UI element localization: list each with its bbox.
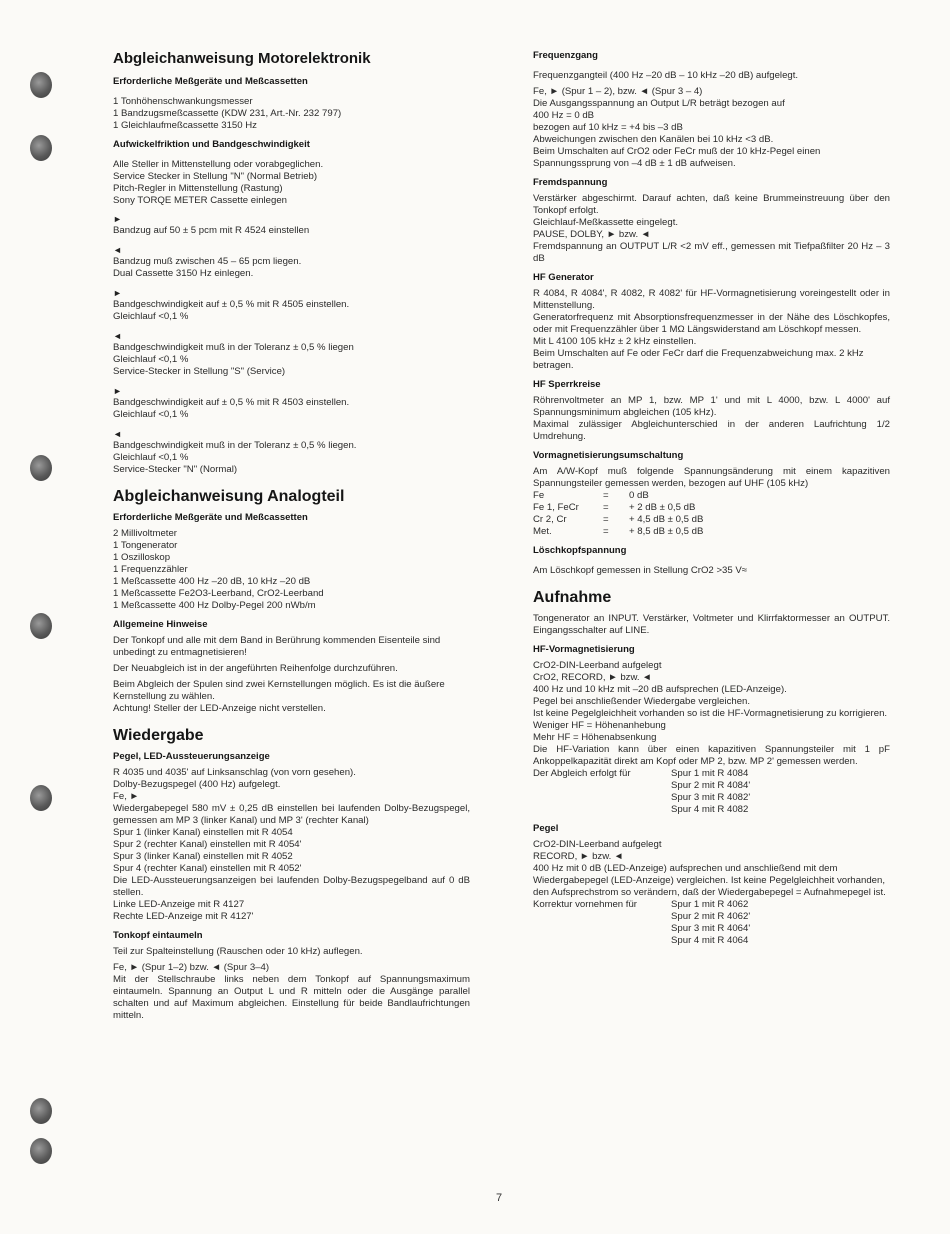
fremdspannung-heading: Fremdspannung (533, 177, 608, 188)
table-cell: + 8,5 dB ± 0,5 dB (629, 526, 704, 537)
hf-vormagnetisierung-heading: HF-Vormagnetisierung (533, 644, 635, 655)
step-line: Gleichlauf <0,1 % (113, 354, 189, 365)
punch-hole (30, 785, 52, 811)
punch-hole (30, 613, 52, 639)
pegel-line: CrO2-DIN-Leerband aufgelegt (533, 839, 662, 850)
vormag-table (533, 490, 890, 538)
reverse-arrow-icon: ◄ (113, 429, 122, 439)
table-cell: = (603, 502, 609, 513)
friktion-line: Sony TORQE METER Cassette einlegen (113, 195, 288, 206)
step-line: Gleichlauf <0,1 % (113, 311, 189, 322)
step-line: Gleichlauf <0,1 % (113, 409, 189, 420)
equipment-item: 1 Oszilloskop (113, 552, 171, 563)
hinweise-paragraph: Der Tonkopf und alle mit dem Band in Berührung kommenden Eisenteile sind unbedingt zu entmagnetisieren! (113, 635, 441, 658)
forward-arrow-icon: ► (113, 288, 122, 298)
spur-intro: Der Abgleich erfolgt für (533, 768, 631, 779)
loschkopf-line: Am Löschkopf gemessen in Stellung CrO2 >35 V≈ (533, 565, 748, 576)
title-wiedergabe: Wiedergabe (113, 727, 204, 744)
freq-line: Fe, ► (Spur 1 – 2), bzw. ◄ (Spur 3 – 4) (533, 86, 703, 97)
equipment-item: 2 Millivoltmeter (113, 528, 177, 539)
fremd-paragraph: Fremdspannung an OUTPUT L/R <2 mV eff., gemessen mit Tiefpaßfilter 20 Hz – 3 dB (533, 241, 890, 264)
table-cell: = (603, 490, 609, 501)
equipment-item: 1 Meßcassette 400 Hz –20 dB, 10 kHz –20 dB (113, 576, 311, 587)
equipment-item: 1 Meßcassette 400 Hz Dolby-Pegel 200 nWb/m (113, 600, 316, 611)
equipment-item: 1 Gleichlaufmeßcassette 3150 Hz (113, 120, 257, 131)
spur-intro: Korrektur vornehmen für (533, 899, 637, 910)
hfgen-paragraph: Beim Umschalten auf Fe oder FeCr darf die Frequenzabweichung max. 2 kHz betragen. (533, 348, 864, 371)
spur-line: Spur 2 mit R 4062' (671, 911, 751, 922)
equipment-item: 1 Meßcassette Fe2O3-Leerband, CrO2-Leerband (113, 588, 324, 599)
title-aufnahme: Aufnahme (533, 589, 612, 606)
step-line: Service-Stecker "N" (Normal) (113, 464, 238, 475)
friktion-line: Service Stecker in Stellung "N" (Normal Betrieb) (113, 171, 318, 182)
fremd-paragraph: Verstärker abgeschirmt. Darauf achten, daß keine Brummeinstreuung über den Tonkopf erfolgt. (533, 193, 890, 216)
fremd-line: Gleichlauf-Meßkassette eingelegt. (533, 217, 679, 228)
punch-hole (30, 455, 52, 481)
hfgen-line: Mit L 4100 105 kHz ± 2 kHz einstellen. (533, 336, 697, 347)
spur-line: Spur 4 mit R 4064 (671, 935, 749, 946)
hfvm-line: CrO2-DIN-Leerband aufgelegt (533, 660, 662, 671)
step-line: Bandgeschwindigkeit muß in der Toleranz ± 0,5 % liegen (113, 342, 354, 353)
pegel-led-heading: Pegel, LED-Aussteuerungsanzeige (113, 751, 270, 762)
hfvm-paragraph: Die HF-Variation kann über einen kapazitiven Spannungsteiler mit 1 pF Ankoppelkapazität direkt am Kopf oder MP 2, bzw. MP 2' gemessen werden. (533, 744, 890, 767)
punch-hole (30, 1098, 52, 1124)
sperr-paragraph: Maximal zulässiger Abgleichunterschied in der anderen Laufrichtung 1/2 Umdrehung. (533, 419, 890, 442)
spur-line: Spur 4 mit R 4082 (671, 804, 749, 815)
table-cell: Fe 1, FeCr (533, 502, 579, 513)
frequenzgang-heading: Frequenzgang (533, 50, 598, 61)
step-line: Bandzug auf 50 ± 5 pcm mit R 4524 einstellen (113, 225, 310, 236)
table-cell: = (603, 514, 609, 525)
table-cell: 0 dB (629, 490, 649, 501)
title-analogteil: Abgleichanweisung Analogteil (113, 488, 345, 505)
loschkopf-heading: Löschkopfspannung (533, 545, 627, 556)
equipment-item: 1 Frequenzzähler (113, 564, 188, 575)
step-line: Bandgeschwindigkeit auf ± 0,5 % mit R 4503 einstellen. (113, 397, 350, 408)
tonkopf-line: Teil zur Spalteinstellung (Rauschen oder 10 kHz) auflegen. (113, 946, 363, 957)
pegel-line: RECORD, ► bzw. ◄ (533, 851, 624, 862)
pegel-line: Fe, ► (113, 791, 140, 802)
left-column (113, 50, 470, 1022)
pegel-line: Spur 2 (rechter Kanal) einstellen mit R 4054' (113, 839, 302, 850)
pegel-line: Spur 1 (linker Kanal) einstellen mit R 4054 (113, 827, 293, 838)
tonkopf-heading: Tonkopf eintaumeln (113, 930, 203, 941)
pegel-paragraph: 400 Hz mit 0 dB (LED-Anzeige) aufsprechen und anschließend mit dem Wiedergabepegel (LED-Anzeige) vergleichen. Ist keine Pegelgleichheit vorhanden, den Aufsprechstrom so verändern, daß der Wiedergabepegel = Aufnahmepegel ist. (533, 863, 886, 898)
reverse-arrow-icon: ◄ (113, 331, 122, 341)
pegel-paragraph: Die LED-Aussteuerungsanzeigen bei laufenden Dolby-Bezugspegelband auf 0 dB stellen. (113, 875, 470, 898)
aufnahme-paragraph: Tongenerator an INPUT. Verstärker, Voltmeter und Klirrfaktormesser an OUTPUT. Eingangsschalter auf LINE. (533, 613, 890, 636)
table-cell: + 2 dB ± 0,5 dB (629, 502, 696, 513)
reverse-arrow-icon: ◄ (113, 245, 122, 255)
fremd-line: PAUSE, DOLBY, ► bzw. ◄ (533, 229, 651, 240)
analog-equipment-heading: Erforderliche Meßgeräte und Meßcassetten (113, 512, 308, 523)
freq-line: bezogen auf 10 kHz = +4 bis –3 dB (533, 122, 683, 133)
hf-sperrkreise-heading: HF Sperrkreise (533, 379, 601, 390)
tonkopf-paragraph: Mit der Stellschraube links neben dem Tonkopf auf Spannungsmaximum eintaumeln. Spannung an Output L und R mitteln oder die Ausgänge parallel schalten und auf Maximum abgleichen. Einstellung für beide Bandlaufrichtungen mitteln. (113, 974, 470, 1021)
spur-line: Spur 3 mit R 4082' (671, 792, 751, 803)
punch-hole (30, 1138, 52, 1164)
page-number: 7 (496, 1192, 503, 1204)
step-line: Gleichlauf <0,1 % (113, 452, 189, 463)
pegel-line: Spur 4 (rechter Kanal) einstellen mit R 4052' (113, 863, 302, 874)
sperr-paragraph: Röhrenvoltmeter an MP 1, bzw. MP 1' und mit L 4000, bzw. L 4000' auf Spannungsminimum abgleichen (105 kHz). (533, 395, 890, 418)
step-line: Bandzug muß zwischen 45 – 65 pcm liegen. (113, 256, 302, 267)
hinweise-paragraph: Achtung! Steller der LED-Anzeige nicht verstellen. (113, 703, 326, 714)
pegel-line: R 4035 und 4035' auf Linksanschlag (von vorn gesehen). (113, 767, 356, 778)
hinweise-heading: Allgemeine Hinweise (113, 619, 208, 630)
spur-line: Spur 1 mit R 4062 (671, 899, 749, 910)
forward-arrow-icon: ► (113, 214, 122, 224)
pegel-line: Dolby-Bezugspegel (400 Hz) aufgelegt. (113, 779, 281, 790)
equipment-item: 1 Tonhöhenschwankungsmesser (113, 96, 253, 107)
aufnahme-pegel-heading: Pegel (533, 823, 559, 834)
freq-line: Die Ausgangsspannung an Output L/R beträgt bezogen auf (533, 98, 785, 109)
hfvm-line: CrO2, RECORD, ► bzw. ◄ (533, 672, 652, 683)
spur-line: Spur 3 mit R 4064' (671, 923, 751, 934)
hfgen-paragraph: Generatorfrequenz mit Absorptionsfrequenzmesser in der Nähe des Löschkopfes, oder mit Frequenzzähler über 1 MΩ Längswiderstand am Löschkopf messen. (533, 312, 890, 335)
vormagnetisierung-heading: Vormagnetisierungsumschaltung (533, 450, 684, 461)
forward-arrow-icon: ► (113, 386, 122, 396)
equipment-item: 1 Tongenerator (113, 540, 178, 551)
friktion-line: Alle Steller in Mittenstellung oder vorabgeglichen. (113, 159, 324, 170)
freq-line: Spannungssprung von –4 dB ± 1 dB aufweisen. (533, 158, 736, 169)
step-line: Dual Cassette 3150 Hz einlegen. (113, 268, 254, 279)
step-line: Bandgeschwindigkeit muß in der Toleranz ± 0,5 % liegen. (113, 440, 357, 451)
table-cell: = (603, 526, 609, 537)
freq-line: Frequenzgangteil (400 Hz –20 dB – 10 kHz –20 dB) aufgelegt. (533, 70, 799, 81)
hfgen-paragraph: R 4084, R 4084', R 4082, R 4082' für HF-Vormagnetisierung voreingestellt oder in Mittenstellung. (533, 288, 890, 311)
spur-line: Spur 1 mit R 4084 (671, 768, 749, 779)
hinweise-paragraph: Der Neuabgleich ist in der angeführten Reihenfolge durchzuführen. (113, 663, 398, 674)
title-motorelektronik: Abgleichanweisung Motorelektronik (113, 50, 371, 67)
hf-generator-heading: HF Generator (533, 272, 594, 283)
equipment-item: 1 Bandzugsmeßcassette (KDW 231, Art.-Nr. 232 797) (113, 108, 342, 119)
punch-hole (30, 135, 52, 161)
table-cell: Met. (533, 526, 552, 537)
hinweise-paragraph: Beim Abgleich der Spulen sind zwei Kernstellungen möglich. Es ist die äußere Kernstellung zu wählen. (113, 679, 445, 702)
hfvm-line: Mehr HF = Höhenabsenkung (533, 732, 657, 743)
hfvm-line: Pegel bei anschließender Wiedergabe vergleichen. (533, 696, 751, 707)
hfvm-line: Weniger HF = Höhenanhebung (533, 720, 666, 731)
pegel-line: Spur 3 (linker Kanal) einstellen mit R 4052 (113, 851, 293, 862)
pegel-line: Linke LED-Anzeige mit R 4127 (113, 899, 245, 910)
step-line: Bandgeschwindigkeit auf ± 0,5 % mit R 4505 einstellen. (113, 299, 350, 310)
friktion-heading: Aufwickelfriktion und Bandgeschwindigkeit (113, 139, 310, 150)
table-cell: Cr 2, Cr (533, 514, 567, 525)
punch-hole (30, 72, 52, 98)
freq-line: Abweichungen zwischen den Kanälen bei 10 kHz <3 dB. (533, 134, 774, 145)
pegel-line: Rechte LED-Anzeige mit R 4127' (113, 911, 254, 922)
motor-equipment-heading: Erforderliche Meßgeräte und Meßcassetten (113, 76, 308, 87)
table-cell: Fe (533, 490, 545, 501)
vormag-paragraph: Am A/W-Kopf muß folgende Spannungsänderung mit einem kapazitiven Spannungsteiler gemessen werden, bezogen auf UHF (105 kHz) (533, 466, 890, 489)
friktion-line: Pitch-Regler in Mittenstellung (Rastung) (113, 183, 283, 194)
freq-line: Beim Umschalten auf CrO2 oder FeCr muß der 10 kHz-Pegel einen (533, 146, 821, 157)
right-column (533, 50, 890, 947)
pegel-spur-list (533, 899, 890, 947)
step-line: Service-Stecker in Stellung "S" (Service) (113, 366, 286, 377)
hfvm-paragraph: Ist keine Pegelgleichheit vorhanden so ist die HF-Vormagnetisierung zu korrigieren. (533, 708, 888, 719)
spur-line: Spur 2 mit R 4084' (671, 780, 751, 791)
hfvm-spur-list (533, 768, 890, 816)
freq-line: 400 Hz = 0 dB (533, 110, 595, 121)
hfvm-line: 400 Hz und 10 kHz mit –20 dB aufsprechen (LED-Anzeige). (533, 684, 787, 695)
table-cell: + 4,5 dB ± 0,5 dB (629, 514, 704, 525)
tonkopf-line: Fe, ► (Spur 1–2) bzw. ◄ (Spur 3–4) (113, 962, 270, 973)
pegel-paragraph: Wiedergabepegel 580 mV ± 0,25 dB einstellen bei laufenden Dolby-Bezugspegel, gemessen am MP 3 (linker Kanal) und MP 3' (rechter Kanal) (113, 803, 470, 826)
